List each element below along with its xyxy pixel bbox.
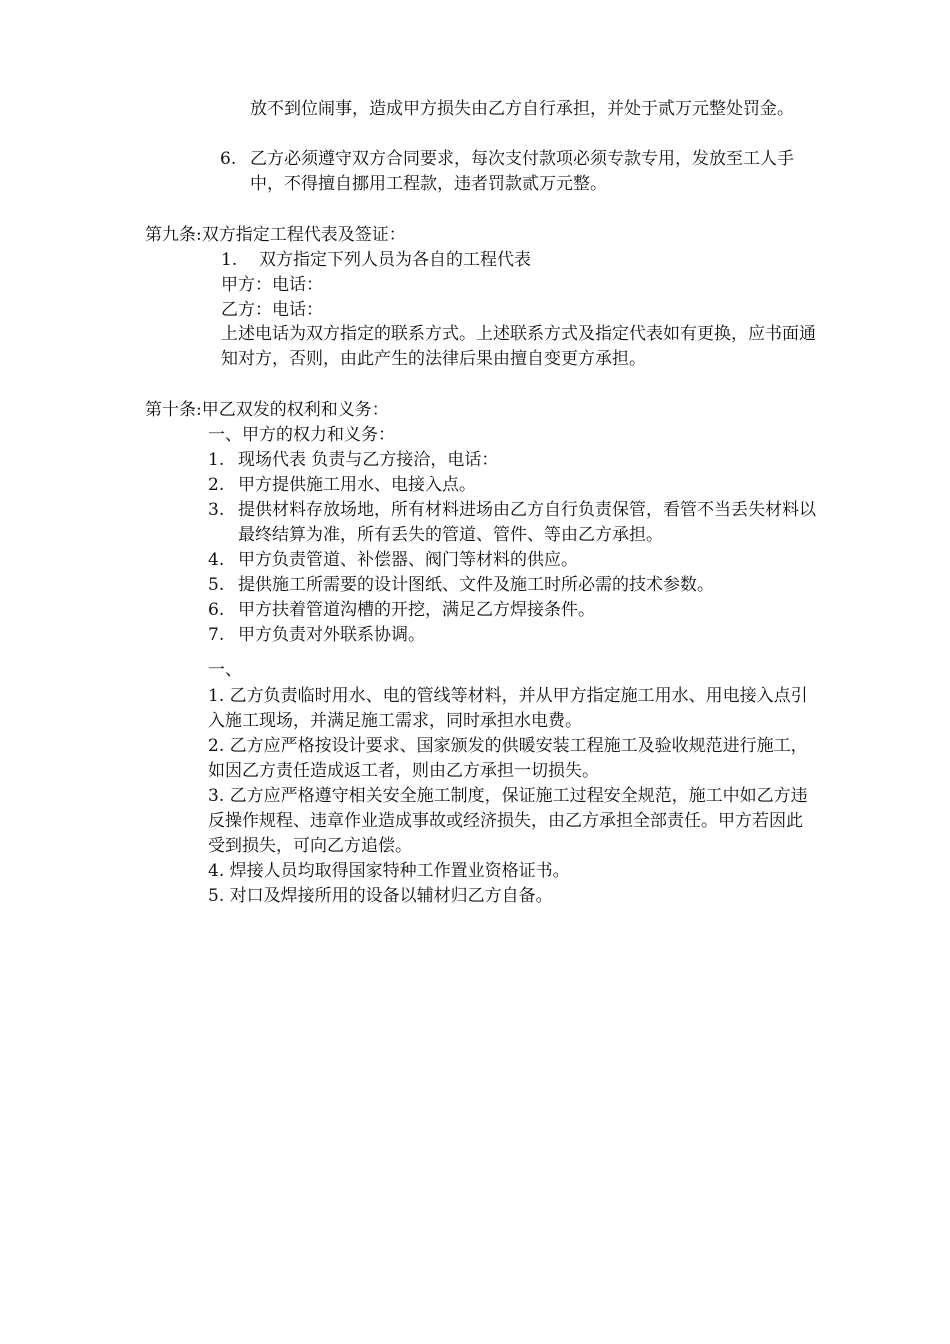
list-item-number: 3. <box>208 500 225 520</box>
article-9-heading: 第九条:双方指定工程代表及签证： <box>145 225 406 245</box>
article-10-heading: 第十条:甲乙双发的权利和义务： <box>145 400 389 420</box>
list-item-text: 乙方必须遵守双方合同要求，每次支付款项必须专款专用，发放至工人手中，不得擅自挪用工程款，违者罚款贰万元整。 <box>250 149 794 194</box>
list-item-number: 5. <box>208 575 225 595</box>
list-item <box>208 598 820 623</box>
list-item-number: 1. <box>221 250 238 270</box>
contact-change-note: 上述电话为双方指定的联系方式。上述联系方式及指定代表如有更换，应书面通知对方，否则，由此产生的法律后果由擅自变更方承担。 <box>221 324 816 369</box>
list-item-number: 2. <box>208 475 225 495</box>
list-item-text: 提供施工所需要的设计图纸、文件及施工时所必需的技术参数。 <box>238 575 714 595</box>
list-item-text: 甲方提供施工用水、电接入点。 <box>238 475 476 495</box>
list-item-6 <box>220 147 822 197</box>
list-item <box>208 573 820 598</box>
list-item <box>208 498 820 548</box>
list-item <box>208 623 820 648</box>
list-item-text: 甲方负责对外联系协调。 <box>238 625 425 645</box>
list-item-text: 双方指定下列人员为各自的工程代表 <box>259 250 531 270</box>
party-b-contact: 乙方：电话： <box>221 300 323 320</box>
party-b-duties-heading: 一、 <box>208 660 242 680</box>
list-item-text: 甲方负责管道、补偿器、阀门等材料的供应。 <box>238 550 578 570</box>
party-a-duties-heading: 一、甲方的权力和义务： <box>208 425 395 445</box>
list-item: 4. 焊接人员均取得国家特种工作置业资格证书。 <box>208 861 570 881</box>
list-item-number: 6. <box>220 149 237 169</box>
item-5-continuation: 放不到位闹事，造成甲方损失由乙方自行承担，并处于贰万元整处罚金。 <box>250 99 794 119</box>
list-item <box>208 448 820 473</box>
list-item-text: 甲方扶着管道沟槽的开挖，满足乙方焊接条件。 <box>238 600 595 620</box>
list-item-number: 4. <box>208 550 225 570</box>
party-a-duties-list <box>208 448 820 648</box>
list-item-text: 提供材料存放场地，所有材料进场由乙方自行负责保管，看管不当丢失材料以最终结算为准，所有丢失的管道、管件、等由乙方承担。 <box>238 500 816 545</box>
list-item-number: 1. <box>208 450 225 470</box>
list-item: 3. 乙方应严格遵守相关安全施工制度，保证施工过程安全规范，施工中如乙方违反操作规程、违章作业造成事故或经济损失，由乙方承担全部责任。甲方若因此受到损失，可向乙方追偿。 <box>208 786 808 856</box>
list-item-text: 现场代表 负责与乙方接洽，电话： <box>238 450 499 470</box>
party-a-contact: 甲方：电话： <box>221 275 323 295</box>
party-b-duties-list <box>208 684 808 909</box>
list-item <box>208 548 820 573</box>
list-item: 2. 乙方应严格按设计要求、国家颁发的供暖安装工程施工及验收规范进行施工，如因乙方责任造成返工者，则由乙方承担一切损失。 <box>208 736 808 781</box>
list-item: 5. 对口及焊接所用的设备以辅材归乙方自备。 <box>208 886 553 906</box>
list-item <box>208 473 820 498</box>
list-item-number: 6. <box>208 600 225 620</box>
list-item: 1. 乙方负责临时用水、电的管线等材料，并从甲方指定施工用水、用电接入点引入施工现场，并满足施工需求，同时承担水电费。 <box>208 686 808 731</box>
article-9-item-1 <box>221 248 821 273</box>
list-item-number: 7. <box>208 625 225 645</box>
